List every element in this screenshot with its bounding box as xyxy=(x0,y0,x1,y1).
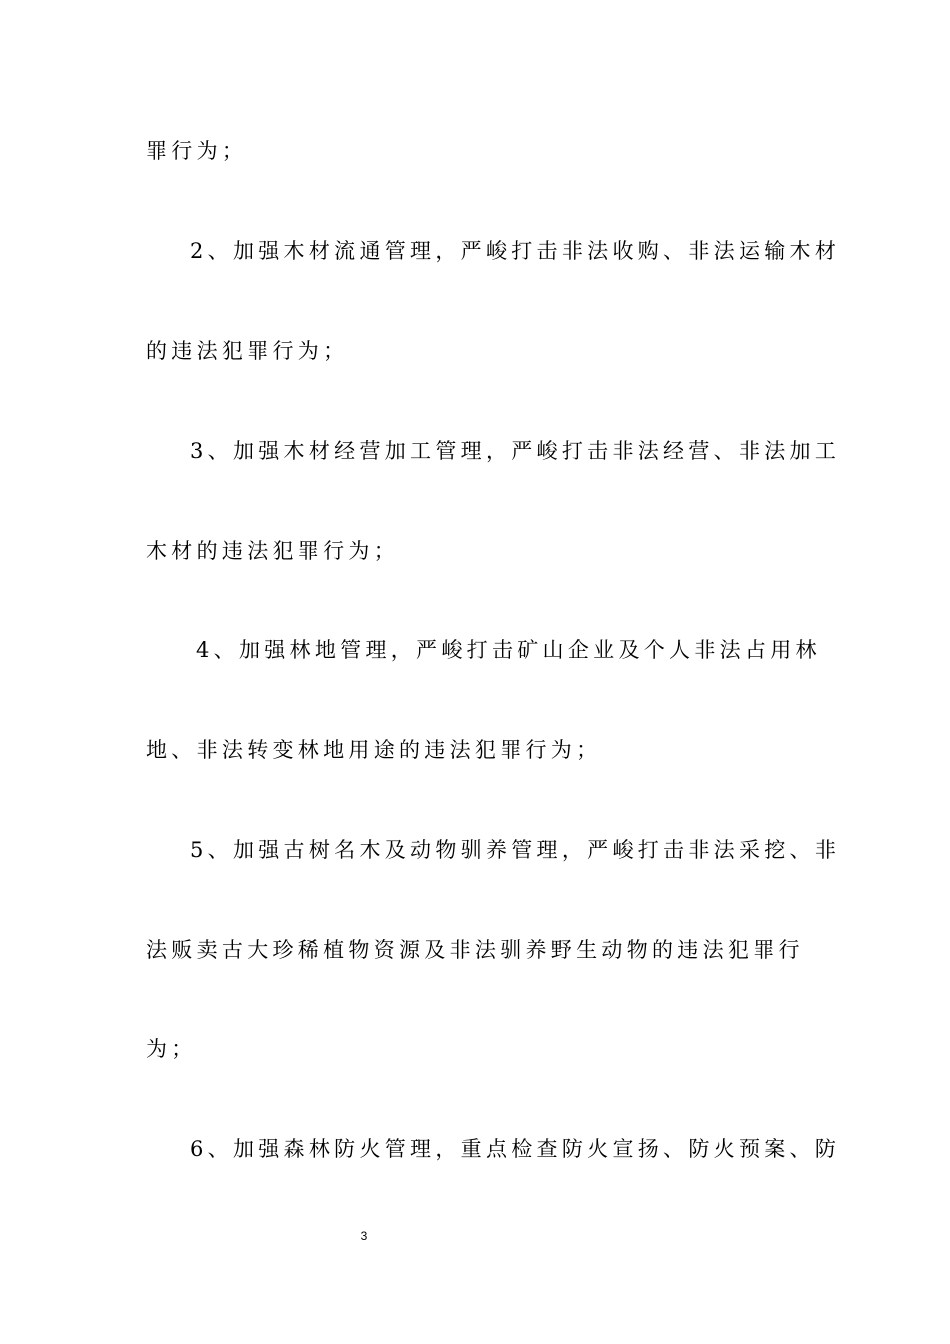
text-line: 罪行为； xyxy=(146,139,248,163)
text-line: 法贩卖古大珍稀植物资源及非法驯养野生动物的违法犯罪行 xyxy=(146,938,804,962)
text-line: 的违法犯罪行为； xyxy=(146,339,349,363)
text-line: 4、加强林地管理，严峻打击矿山企业及个人非法占用林 xyxy=(196,638,821,662)
text-line: 6、加强森林防火管理，重点检查防火宣扬、防火预案、防 xyxy=(190,1137,841,1161)
page-number: 3 xyxy=(360,1229,368,1243)
text-line: 地、非法转变林地用途的违法犯罪行为； xyxy=(146,738,602,762)
text-line: 木材的违法犯罪行为； xyxy=(146,539,399,563)
text-line: 3、加强木材经营加工管理，严峻打击非法经营、非法加工 xyxy=(190,439,841,463)
text-line: 2、加强木材流通管理，严峻打击非法收购、非法运输木材 xyxy=(190,239,841,263)
text-line: 5、加强古树名木及动物驯养管理，严峻打击非法采挖、非 xyxy=(190,838,841,862)
text-line: 为； xyxy=(146,1037,197,1061)
